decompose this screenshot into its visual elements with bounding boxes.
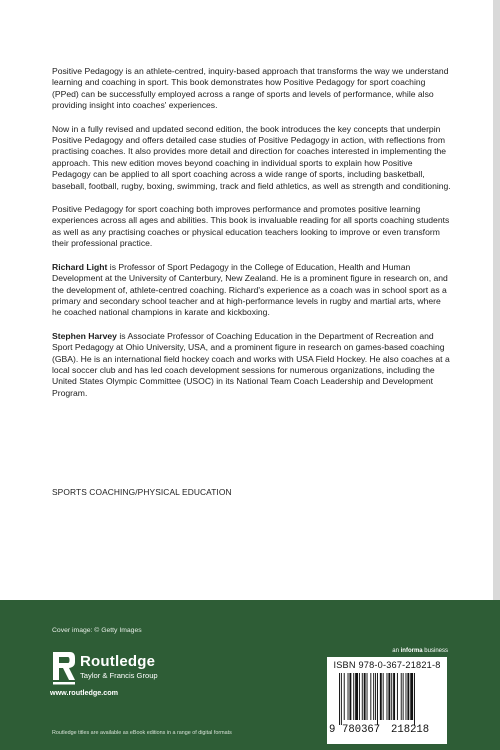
subject-category: SPORTS COACHING/PHYSICAL EDUCATION — [52, 487, 232, 497]
description-paragraph-3: Positive Pedagogy for sport coaching both improves performance and promotes positive learning experiences across all ages and abilities. This book is invaluable reading for all sports coaching students as well as any practising coaches or physical education teachers looking to improve or even transform their professional practice. — [52, 204, 450, 249]
author-bio-text-1: is Professor of Sport Pedagogy in the College of Education, Health and Human Development at the University of Canterbury, New Zealand. He is a prominent figure in research on, and the development of, athlete-centred coaching. Richard's experience as a coach was in school sport as a primary and secondary school teacher and at high-performance levels in rugby and martial arts, where he coached national champions in karate and kickboxing. — [52, 261, 448, 318]
publisher-url: www.routledge.com — [50, 688, 119, 697]
barcode-panel — [327, 657, 447, 744]
barcode-digit-lead: 9 — [329, 724, 336, 736]
description-paragraph-1: Positive Pedagogy is an athlete-centred, inquiry-based approach that transforms the way we understand learning and coaching in sport. This book demonstrates how Positive Pedagogy for sport coaching (PPed) can be successfully employed across a range of sports and levels of performance, while also providing insight into coaches' experiences. — [52, 66, 449, 111]
routledge-logo-icon — [50, 650, 76, 688]
author-name-1: Richard Light — [52, 261, 108, 272]
cover-credit: Cover image: © Getty Images — [52, 627, 142, 634]
ebook-note: Routledge titles are available as eBook editions in a range of digital formats — [52, 730, 232, 736]
author-name-2: Stephen Harvey — [52, 330, 117, 341]
barcode-digits-right: 218218 — [391, 724, 430, 736]
informa-suffix: business — [422, 648, 448, 654]
publisher-name: Routledge — [80, 653, 156, 670]
barcode-icon — [337, 673, 437, 725]
informa-name: informa — [400, 648, 423, 654]
isbn-number: ISBN 978-0-367-21821-8 — [333, 660, 441, 670]
page-edge-strip — [493, 0, 500, 600]
author-bio-1 — [52, 262, 452, 319]
author-bio-text-2: is Associate Professor of Coaching Education in the Department of Recreation and Sport Pedagogy at Ohio University, USA, and a prominent figure in research on games-based coaching (GBA). He is an international field hockey coach and works with USA Field Hockey. He also coaches at a local soccer club and has led coach development sessions for numerous organizations, including the United States Olympic Committee (USOC) in its National Team Coach Leadership and Development Program. — [52, 330, 450, 398]
publisher-group: Taylor & Francis Group — [80, 671, 158, 680]
publisher-logo — [50, 650, 220, 695]
description-paragraph-2: Now in a fully revised and updated second edition, the book introduces the key concepts that underpin Positive Pedagogy and offers detailed case studies of Positive Pedagogy in action, with reflections from practising coaches. It also provides more detail and direction for coaches interested in implementing the approach. This new edition moves beyond coaching in individual sports to explain how Positive Pedagogy can be applied to all sport coaching across a wide range of sports, including basketball, baseball, football, rugby, boxing, swimming, track and field athletics, as well as strength and conditioning. — [52, 123, 451, 191]
informa-prefix: an — [392, 648, 401, 654]
footer-band — [0, 600, 500, 750]
informa-business-label — [392, 648, 448, 654]
author-bio-2 — [52, 331, 452, 399]
barcode-digits-left: 780367 — [342, 724, 381, 736]
back-cover-text — [52, 66, 452, 411]
